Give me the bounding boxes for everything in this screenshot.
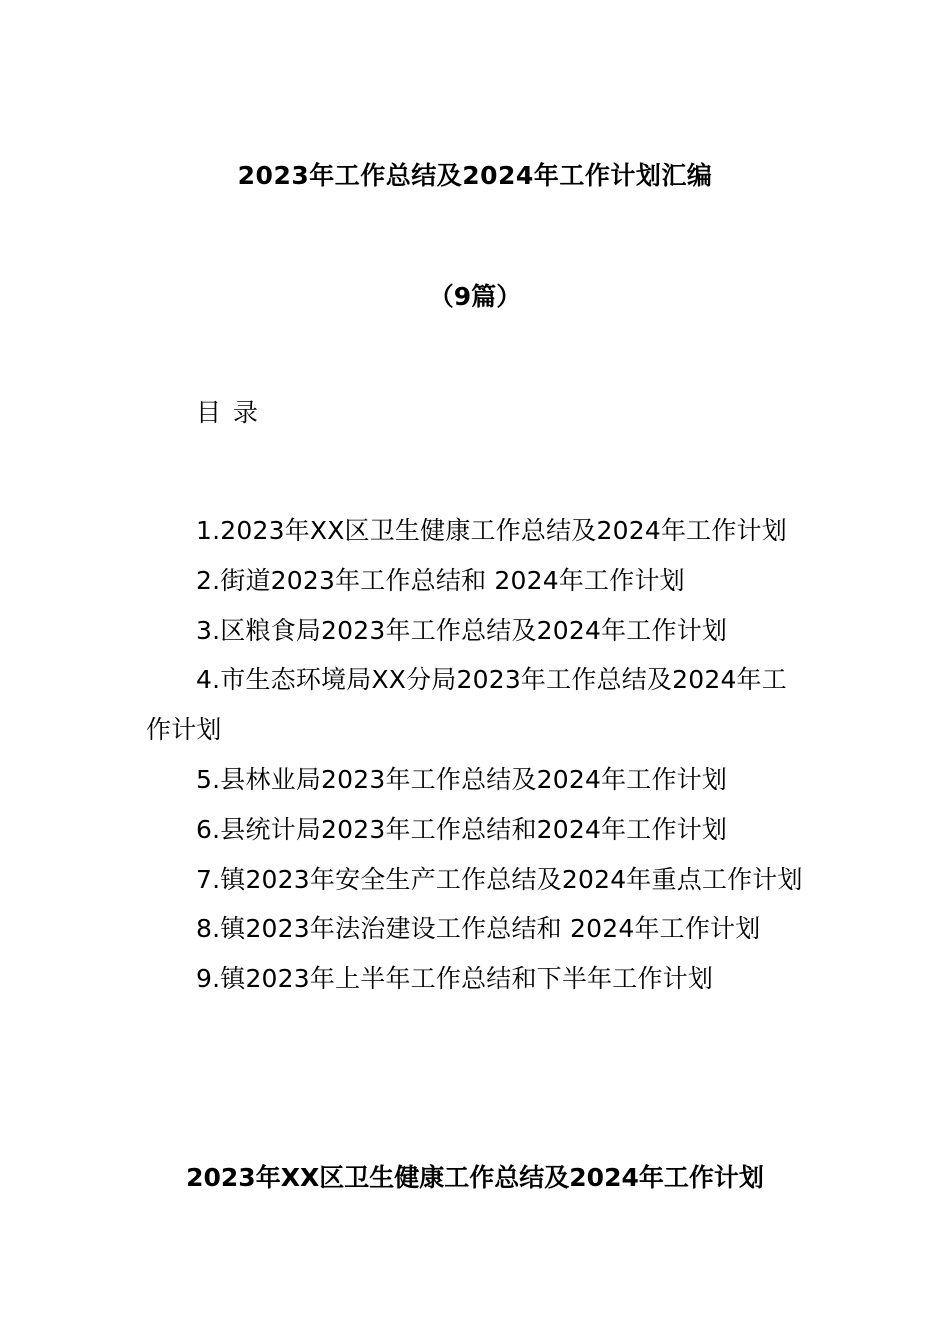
section-heading-part2: 区卫生健康工作总结及: [319, 1163, 570, 1192]
table-of-contents: [146, 506, 810, 1004]
toc-item[interactable]: 7.镇2023年安全生产工作总结及2024年重点工作计划: [196, 864, 803, 894]
document-title: 2023年工作总结及2024年工作计划汇编: [237, 161, 713, 190]
toc-heading: 目 录: [196, 398, 260, 427]
toc-item[interactable]: 3.区粮食局2023年工作总结及2024年工作计划: [196, 615, 728, 645]
toc-item[interactable]: 6.县统计局2023年工作总结和2024年工作计划: [196, 814, 728, 844]
toc-item[interactable]: 8.镇2023年法治建设工作总结和 2024年工作计划: [196, 914, 761, 944]
toc-item[interactable]: 4.市生态环境局XX分局2023年工作总结及2024年工作计划: [146, 665, 787, 745]
toc-item[interactable]: 2.街道2023年工作总结和 2024年工作计划: [196, 565, 685, 595]
section-heading-region: XX: [280, 1163, 320, 1192]
section-heading-year1: 2023: [186, 1163, 256, 1192]
section-heading-part3: 年工作计划: [638, 1163, 764, 1192]
section-heading-year2: 2024: [569, 1163, 639, 1192]
toc-item[interactable]: 9.镇2023年上半年工作总结和下半年工作计划: [196, 964, 714, 994]
document-subtitle: （9篇）: [428, 282, 522, 311]
section-heading-part1: 年: [255, 1163, 281, 1192]
toc-item[interactable]: 1.2023年XX区卫生健康工作总结及2024年工作计划: [196, 516, 787, 545]
section-heading: [0, 1160, 950, 1196]
toc-item[interactable]: 5.县林业局2023年工作总结及2024年工作计划: [196, 764, 728, 794]
